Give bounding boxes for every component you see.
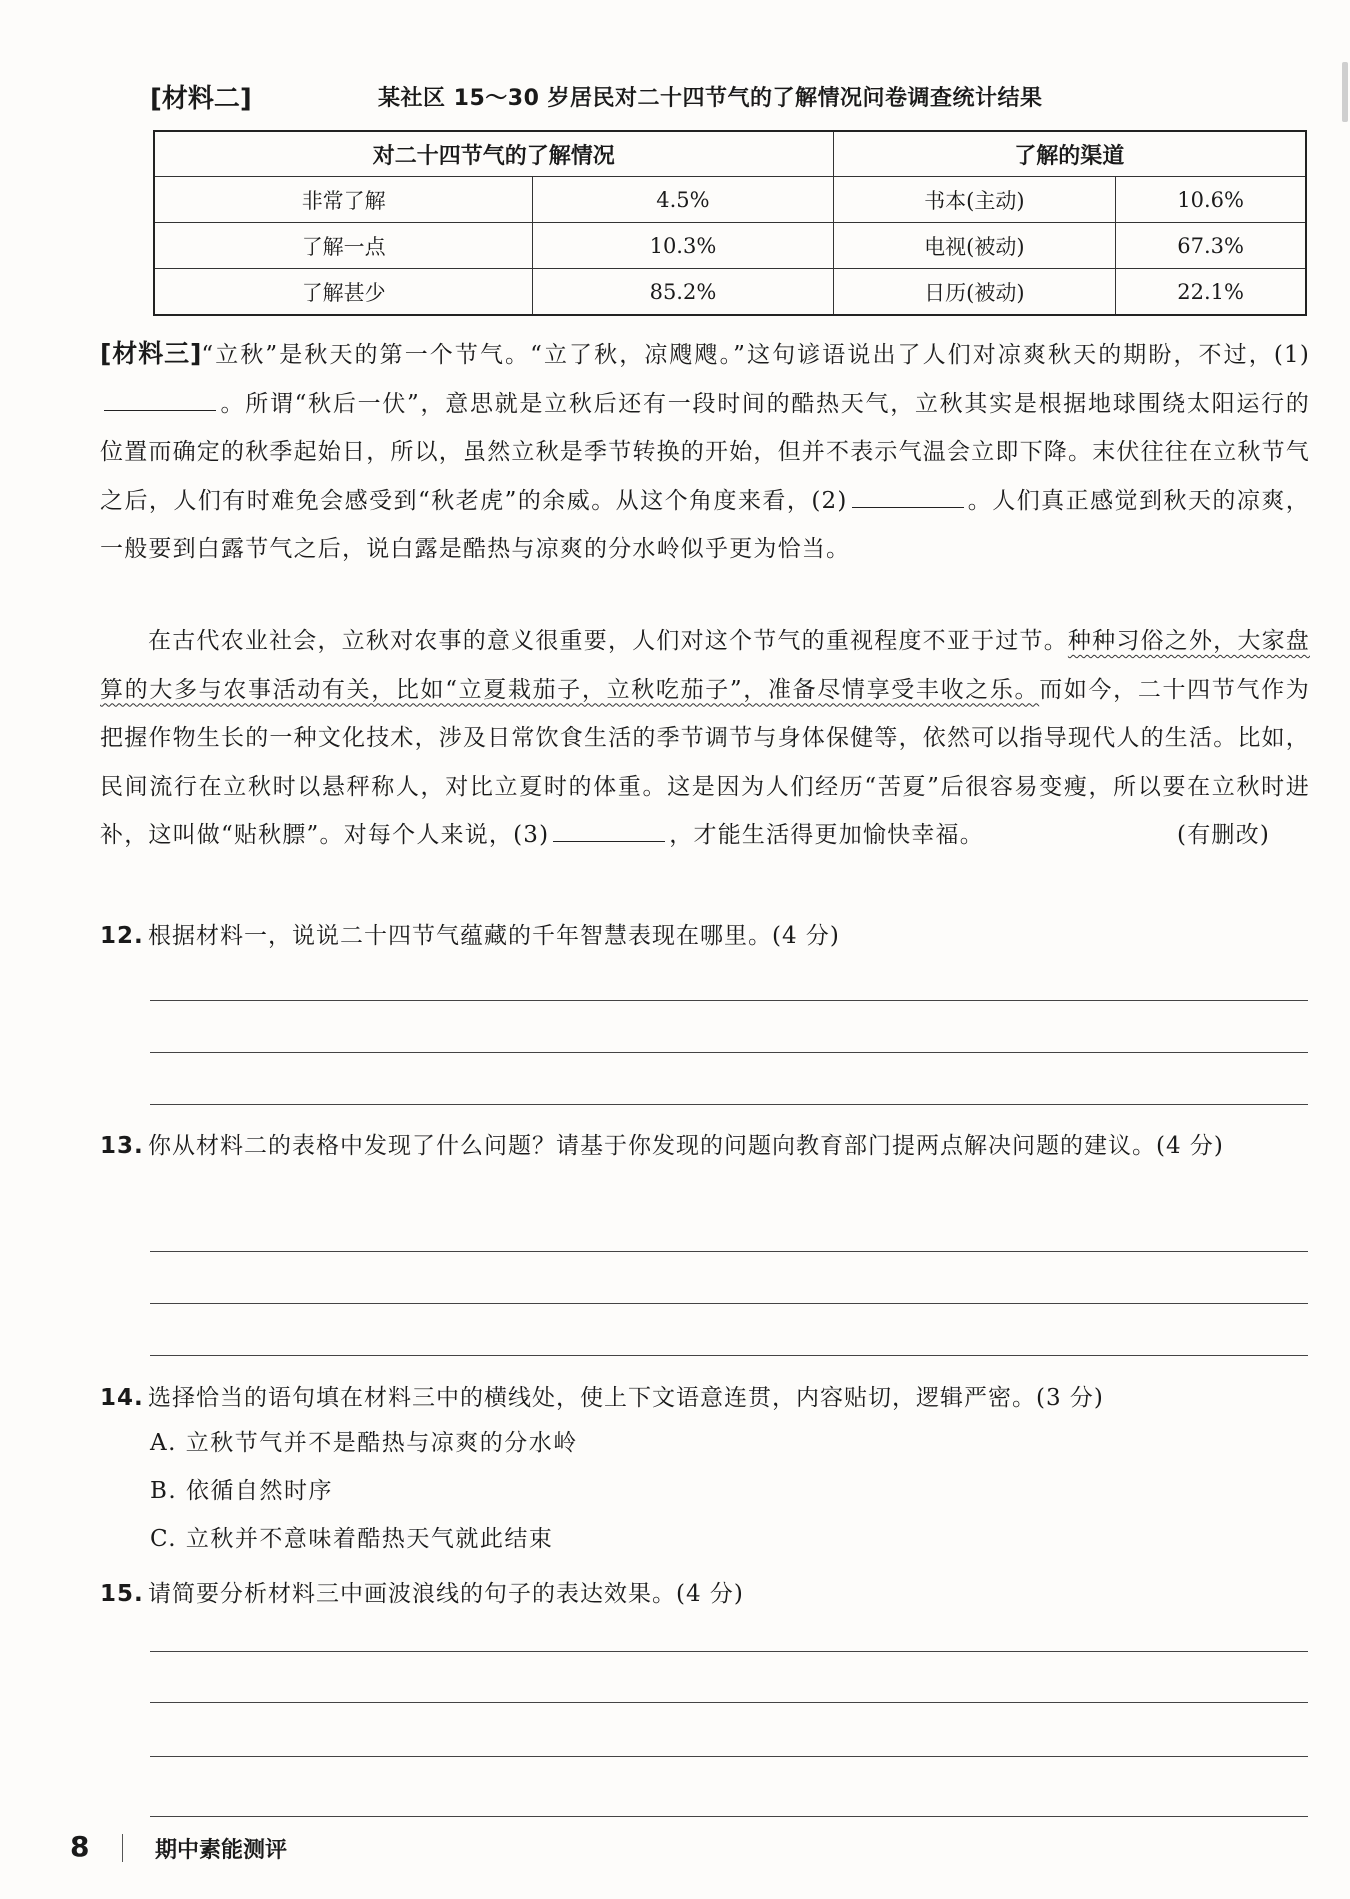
- answer-blank-2[interactable]: [852, 485, 964, 508]
- question-text: 选择恰当的语句填在材料三中的横线处，使上下文语意连贯，内容贴切，逻辑严密。(3 分): [148, 1385, 1104, 1411]
- material3-text: “立秋”是秋天的第一个节气。“立了秋，凉飕飕。”这句谚语说出了人们对凉爽秋天的期盼，不过，(1): [201, 342, 1310, 368]
- material3-text: ，才能生活得更加愉快幸福。: [669, 822, 984, 848]
- answer-line[interactable]: [150, 1052, 1308, 1053]
- table-cell: 85.2%: [533, 269, 833, 316]
- table-cell: 了解甚少: [154, 269, 533, 316]
- answer-line[interactable]: [150, 1251, 1308, 1252]
- answer-line[interactable]: [150, 1104, 1308, 1105]
- material3-text: 在古代农业社会，立秋对农事的意义很重要，人们对这个节气的重视程度不亚于过节。: [148, 628, 1068, 654]
- table-row: [154, 223, 1306, 269]
- answer-line[interactable]: [150, 1000, 1308, 1001]
- material2-tag: [材料二]: [150, 84, 252, 114]
- question-text: 你从材料二的表格中发现了什么问题？请基于你发现的问题向教育部门提两点解决问题的建议。(4 分): [148, 1133, 1224, 1159]
- edit-note: (有删改): [1177, 822, 1270, 848]
- material2-title: 某社区 15～30 岁居民对二十四节气的了解情况问卷调查统计结果: [378, 86, 1043, 111]
- table-cell: 非常了解: [154, 177, 533, 223]
- material3-paragraph-2: [100, 617, 1310, 860]
- section-title: 期中素能测评: [155, 1838, 288, 1863]
- table-cell: 了解一点: [154, 223, 533, 269]
- table-cell: 电视(被动): [833, 223, 1116, 269]
- footer-divider: [122, 1834, 123, 1862]
- answer-blank-1[interactable]: [104, 388, 216, 411]
- wavy-underlined-sentence: 种种习俗之外，大家盘算的大多与农事活动有关，比如“立夏栽茄子，立秋吃茄子”，准备尽情享受丰收之乐。: [100, 628, 1310, 703]
- table-cell: 书本(主动): [833, 177, 1116, 223]
- option-b[interactable]: B. 依循自然时序: [150, 1478, 334, 1504]
- header-channel: 了解的渠道: [833, 131, 1306, 177]
- table-cell: 67.3%: [1116, 223, 1306, 269]
- material3-text: 而如今，二十四节气作为把握作物生长的一种文化技术，涉及日常饮食生活的季节调节与身体保健等，依然可以指导现代人的生活。比如，民间流行在立秋时以悬秤称人，对比立夏时的体重。这是因为人们经历“苦夏”后很容易变瘦，所以要在立秋时进补，这叫做“贴秋膘”。对每个人来说，(3): [100, 676, 1310, 848]
- option-a[interactable]: A. 立秋节气并不是酷热与凉爽的分水岭: [150, 1430, 578, 1456]
- question-13: [100, 1122, 1310, 1170]
- table-header-row: [154, 131, 1306, 177]
- table-cell: 10.6%: [1116, 177, 1306, 223]
- material3-tag: [材料三]: [100, 339, 202, 368]
- table-row: [154, 269, 1306, 316]
- material3-text: 。所谓“秋后一伏”，意思就是立秋后还有一段时间的酷热天气，立秋其实是根据地球围绕太阳运行的位置而确定的秋季起始日，所以，虽然立秋是季节转换的开始，但并不表示气温会立即下降。末伏往往在立秋节气之后，人们有时难免会感受到“秋老虎”的余威。从这个角度来看，(2): [100, 390, 1310, 514]
- answer-line[interactable]: [150, 1651, 1308, 1652]
- question-number: 14.: [100, 1385, 144, 1411]
- material3-paragraph-1: [100, 330, 1310, 574]
- answer-line[interactable]: [150, 1355, 1308, 1356]
- table-cell: 22.1%: [1116, 269, 1306, 316]
- question-12: [100, 912, 1310, 960]
- material2-header: [150, 78, 1310, 118]
- answer-line[interactable]: [150, 1816, 1308, 1817]
- question-15: [100, 1570, 1310, 1618]
- header-awareness: 对二十四节气的了解情况: [154, 131, 833, 177]
- answer-line[interactable]: [150, 1756, 1308, 1757]
- table-row: [154, 177, 1306, 223]
- question-text: 根据材料一，说说二十四节气蕴藏的千年智慧表现在哪里。(4 分): [148, 923, 840, 949]
- table-cell: 10.3%: [533, 223, 833, 269]
- page-number: 8: [70, 1830, 90, 1863]
- answer-line[interactable]: [150, 1702, 1308, 1703]
- question-number: 12.: [100, 923, 144, 949]
- table-cell: 4.5%: [533, 177, 833, 223]
- material3-text: 。人们真正感觉到秋天的凉爽，一般要到白露节气之后，说白露是酷热与凉爽的分水岭似乎更为恰当。: [100, 487, 1310, 562]
- question-text: 请简要分析材料三中画波浪线的句子的表达效果。(4 分): [148, 1581, 744, 1607]
- table-cell: 日历(被动): [833, 269, 1116, 316]
- question-number: 15.: [100, 1581, 144, 1607]
- survey-table: [153, 130, 1307, 316]
- answer-blank-3[interactable]: [553, 819, 665, 842]
- question-14: [100, 1374, 1310, 1422]
- question-number: 13.: [100, 1133, 144, 1159]
- page-edge-mark: [1342, 62, 1348, 122]
- option-c[interactable]: C. 立秋并不意味着酷热天气就此结束: [150, 1526, 554, 1552]
- answer-line[interactable]: [150, 1303, 1308, 1304]
